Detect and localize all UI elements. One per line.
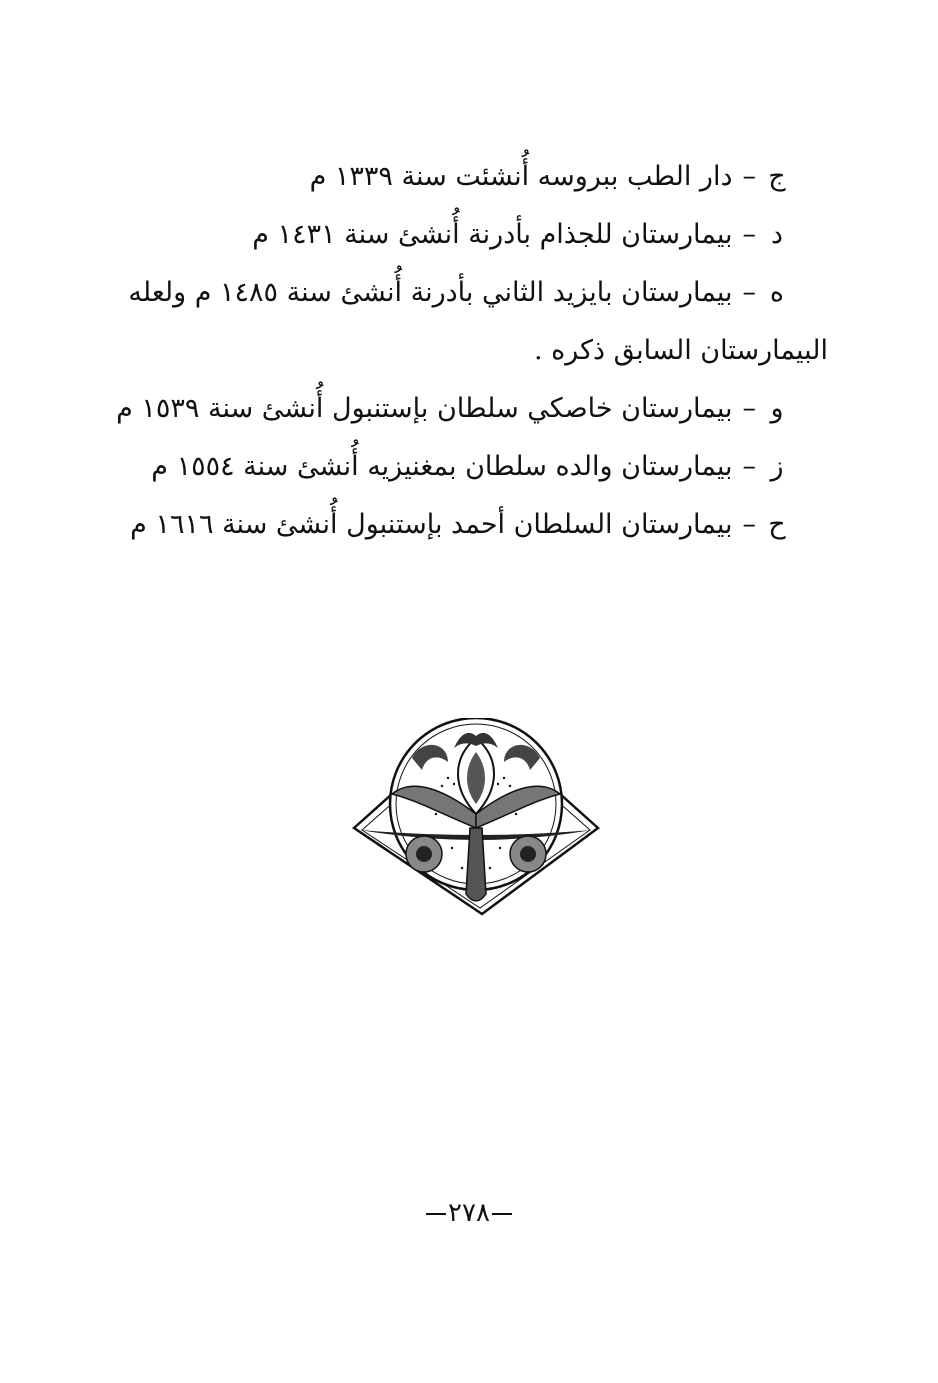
list-item — [116, 380, 788, 438]
entry-text: دار الطب ببروسه أُنشئت سنة ١٣٣٩ م — [309, 161, 733, 192]
entry-letter: و — [770, 393, 784, 424]
entry-text: بيمارستان بايزيد الثاني بأدرنة أُنشئ سنة ١٤٨٥ م ولعله — [128, 277, 733, 308]
divider — [426, 1213, 446, 1215]
entry-dash: – — [742, 451, 756, 482]
entry-text: بيمارستان للجذام بأدرنة أُنشئ سنة ١٤٣١ م — [252, 219, 733, 250]
floral-ornament-icon — [352, 718, 600, 918]
entry-letter: ح — [768, 509, 786, 540]
entry-text: بيمارستان خاصكي سلطان بإستنبول أُنشئ سنة ١٥٣٩ م — [116, 393, 733, 424]
entry-letter: ز — [770, 451, 784, 482]
page-number-value: ٢٧٨ — [448, 1198, 490, 1228]
entry-dash: – — [742, 509, 756, 540]
entries-list — [116, 148, 828, 554]
divider — [492, 1213, 512, 1215]
list-item — [148, 206, 788, 264]
list-item — [148, 438, 788, 496]
entry-dash: – — [742, 161, 756, 192]
entry-letter: د — [770, 219, 784, 250]
entry-dash: – — [742, 393, 756, 424]
entry-dash: – — [742, 219, 756, 250]
entry-dash: – — [742, 277, 756, 308]
list-item — [128, 264, 788, 322]
entry-text: بيمارستان السلطان أحمد بإستنبول أُنشئ سنة ١٦١٦ م — [130, 509, 733, 540]
entry-continuation: البيمارستان السابق ذكره . — [533, 335, 828, 366]
list-item — [130, 496, 788, 554]
entry-letter: ج — [768, 161, 786, 192]
page-number — [0, 1198, 938, 1228]
entry-text: بيمارستان والده سلطان بمغنيزيه أُنشئ سنة ١٥٥٤ م — [151, 451, 733, 482]
list-item — [148, 148, 788, 206]
entry-letter: ه — [769, 277, 785, 308]
